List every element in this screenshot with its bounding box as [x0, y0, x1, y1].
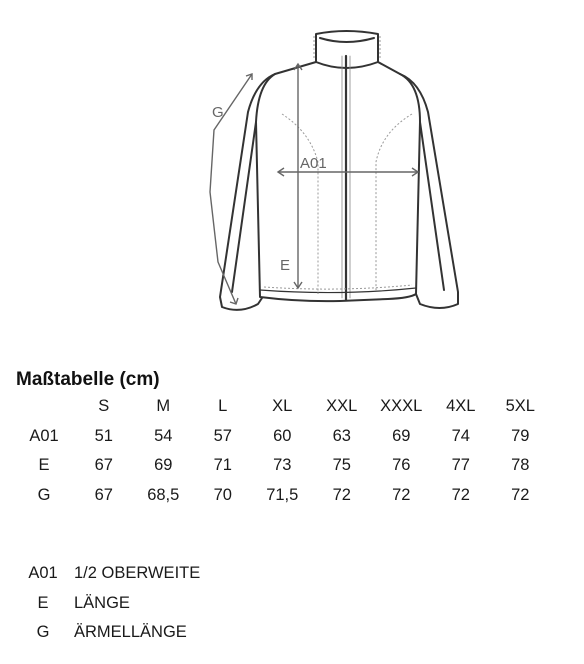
table-cell: 63	[332, 426, 351, 445]
size-header-row	[14, 392, 550, 422]
table-cell: 73	[273, 456, 292, 475]
table-cell: 69	[154, 456, 173, 475]
row-code: A01	[29, 426, 59, 445]
table-cell: 67	[94, 485, 113, 504]
table-row	[14, 481, 550, 511]
table-cell: 72	[392, 485, 411, 504]
legend-item	[14, 589, 200, 619]
size-header: L	[218, 397, 228, 416]
table-cell: 70	[213, 485, 232, 504]
legend-item	[14, 559, 200, 589]
size-header: XXL	[326, 397, 358, 416]
size-header: S	[98, 397, 110, 416]
size-header: M	[156, 397, 171, 416]
size-header: 5XL	[505, 397, 535, 416]
table-row	[14, 451, 550, 481]
table-cell: 71	[213, 456, 232, 475]
table-cell: 54	[154, 426, 173, 445]
measurement-legend	[14, 559, 200, 648]
legend-code: E	[37, 593, 49, 612]
table-cell: 78	[511, 456, 530, 475]
table-cell: 76	[392, 456, 411, 475]
a01-label: A01	[300, 155, 327, 172]
table-cell: 77	[451, 456, 470, 475]
table-row	[14, 422, 550, 452]
size-header: XXXL	[380, 397, 423, 416]
table-cell: 71,5	[266, 485, 299, 504]
table-cell: 75	[332, 456, 351, 475]
e-label: E	[280, 257, 291, 274]
jacket-illustration	[200, 22, 480, 322]
jacket-diagram	[200, 22, 480, 322]
row-code: E	[38, 456, 50, 475]
table-cell: 68,5	[147, 485, 180, 504]
corner-cell	[14, 392, 74, 422]
legend-code: G	[36, 623, 50, 642]
legend-code: A01	[28, 564, 58, 583]
table-cell: 69	[392, 426, 411, 445]
table-cell: 79	[511, 426, 530, 445]
legend-item	[14, 618, 200, 648]
table-cell: 72	[511, 485, 530, 504]
table-cell: 72	[332, 485, 351, 504]
size-chart-title: Maßtabelle (cm)	[16, 369, 160, 390]
size-header: 4XL	[446, 397, 476, 416]
size-header: XL	[272, 397, 293, 416]
table-cell: 51	[94, 426, 113, 445]
legend-description: ÄRMELLÄNGE	[74, 623, 187, 642]
size-table	[14, 392, 550, 510]
table-cell: 60	[273, 426, 292, 445]
table-cell: 74	[451, 426, 470, 445]
legend-description: 1/2 OBERWEITE	[74, 564, 201, 583]
table-cell: 67	[94, 456, 113, 475]
table-cell: 57	[213, 426, 232, 445]
legend-description: LÄNGE	[74, 593, 130, 612]
row-code: G	[37, 485, 51, 504]
table-cell: 72	[451, 485, 470, 504]
g-label: G	[212, 104, 224, 121]
